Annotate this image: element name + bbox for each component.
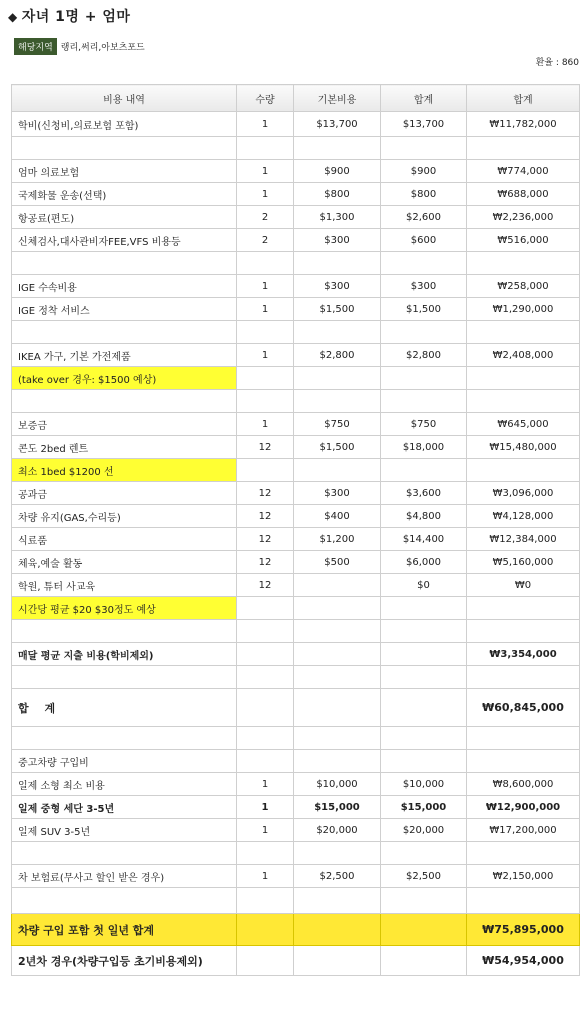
cell-quantity: 1 [237,275,294,298]
cell-quantity: 12 [237,574,294,597]
cell-quantity [237,914,294,946]
table-row [12,620,580,643]
cell-total-krw [467,252,580,275]
cell-base-cost: $1,500 [294,298,381,321]
table-row [12,946,580,976]
cell-description [12,620,237,643]
cell-base-cost: $500 [294,551,381,574]
cell-total-krw [467,367,580,390]
cell-total-krw: ₩258,000 [467,275,580,298]
cell-total-krw [467,727,580,750]
cell-quantity: 2 [237,229,294,252]
cell-quantity: 12 [237,551,294,574]
table-row [12,367,580,390]
cell-base-cost: $1,200 [294,528,381,551]
cell-base-cost: $400 [294,505,381,528]
cell-total-usd [381,750,467,773]
cell-quantity: 12 [237,528,294,551]
cell-base-cost: $1,300 [294,206,381,229]
cell-description: 학비(신청비,의료보험 포함) [12,112,237,137]
cell-quantity [237,946,294,976]
table-body [12,112,580,976]
table-row [12,160,580,183]
cell-description [12,390,237,413]
cell-base-cost: $300 [294,482,381,505]
cell-total-usd: $2,500 [381,865,467,888]
budget-table [11,84,580,976]
cell-quantity: 1 [237,112,294,137]
cell-quantity: 1 [237,298,294,321]
cell-description: 최소 1bed $1200 선 [12,459,237,482]
cell-total-usd: $3,600 [381,482,467,505]
cell-total-krw: ₩1,290,000 [467,298,580,321]
page-title-text: 자녀 1명 + 엄마 [21,9,131,25]
header-base-cost: 기본비용 [294,85,381,112]
cell-quantity [237,666,294,689]
cell-total-usd [381,643,467,666]
region-row [14,38,145,55]
cell-quantity: 1 [237,160,294,183]
cell-base-cost [294,914,381,946]
cell-total-krw: ₩54,954,000 [467,946,580,976]
cell-total-usd [381,946,467,976]
cell-base-cost [294,689,381,727]
table-row [12,112,580,137]
table-row [12,643,580,666]
table-row [12,137,580,160]
table-row [12,773,580,796]
table-row [12,229,580,252]
table-row [12,842,580,865]
cell-base-cost: $15,000 [294,796,381,819]
cell-description [12,727,237,750]
cell-description: 엄마 의료보험 [12,160,237,183]
cell-total-krw: ₩15,480,000 [467,436,580,459]
cell-description: 2년차 경우(차량구입등 초기비용제외) [12,946,237,976]
cell-total-usd [381,888,467,914]
cell-total-krw [467,620,580,643]
cell-total-krw [467,459,580,482]
cell-description: 국제화물 운송(선택) [12,183,237,206]
cell-total-usd [381,727,467,750]
header-total-usd: 합계 [381,85,467,112]
cell-base-cost [294,888,381,914]
cell-base-cost [294,842,381,865]
table-row [12,252,580,275]
cell-total-usd: $800 [381,183,467,206]
cell-base-cost: $300 [294,229,381,252]
cell-total-krw: ₩2,408,000 [467,344,580,367]
cell-total-usd: $14,400 [381,528,467,551]
table-row [12,689,580,727]
cell-total-usd: $2,600 [381,206,467,229]
table-row [12,865,580,888]
table-row [12,597,580,620]
cell-total-usd [381,597,467,620]
cell-description: 항공료(편도) [12,206,237,229]
cell-total-usd: $18,000 [381,436,467,459]
cell-base-cost [294,137,381,160]
table-row [12,321,580,344]
cell-total-krw [467,750,580,773]
cell-base-cost [294,252,381,275]
cell-description: 중고차량 구입비 [12,750,237,773]
region-name: 랭리,써리,아보츠포드 [60,43,145,53]
cell-quantity: 1 [237,773,294,796]
cell-total-krw: ₩688,000 [467,183,580,206]
cell-quantity [237,597,294,620]
cell-base-cost [294,727,381,750]
cell-total-krw: ₩774,000 [467,160,580,183]
cell-base-cost [294,321,381,344]
cell-total-krw [467,137,580,160]
cell-base-cost: $800 [294,183,381,206]
table-row [12,914,580,946]
table-row [12,275,580,298]
cell-total-krw: ₩17,200,000 [467,819,580,842]
cell-total-usd [381,666,467,689]
cell-total-usd: $2,800 [381,344,467,367]
cell-total-krw: ₩5,160,000 [467,551,580,574]
cell-base-cost: $750 [294,413,381,436]
cell-base-cost [294,750,381,773]
cell-total-usd: $750 [381,413,467,436]
cell-description: 일제 중형 세단 3-5년 [12,796,237,819]
cell-description: 신체검사,대사관비자FEE,VFS 비용등 [12,229,237,252]
cell-total-usd: $1,500 [381,298,467,321]
table-row [12,183,580,206]
cell-total-usd: $0 [381,574,467,597]
cell-total-krw: ₩2,236,000 [467,206,580,229]
table-row [12,888,580,914]
cell-description [12,321,237,344]
cell-description: 시간당 평균 $20 $30정도 예상 [12,597,237,620]
table-row [12,390,580,413]
cell-total-krw: ₩60,845,000 [467,689,580,727]
cell-total-usd: $10,000 [381,773,467,796]
cell-base-cost: $300 [294,275,381,298]
cell-description: 차량 유지(GAS,수리등) [12,505,237,528]
cell-total-krw: ₩12,900,000 [467,796,580,819]
cell-total-usd [381,137,467,160]
cell-total-krw: ₩2,150,000 [467,865,580,888]
cell-description: 콘도 2bed 렌트 [12,436,237,459]
table-row [12,750,580,773]
table-row [12,413,580,436]
cell-quantity [237,321,294,344]
table-row [12,727,580,750]
cell-quantity: 1 [237,413,294,436]
cell-quantity: 2 [237,206,294,229]
cell-base-cost [294,666,381,689]
cell-total-krw: ₩8,600,000 [467,773,580,796]
cell-total-krw: ₩12,384,000 [467,528,580,551]
table-row [12,459,580,482]
cell-base-cost: $13,700 [294,112,381,137]
cell-total-krw: ₩516,000 [467,229,580,252]
cell-base-cost: $20,000 [294,819,381,842]
cell-base-cost [294,367,381,390]
cell-total-krw [467,321,580,344]
header-description: 비용 내역 [12,85,237,112]
cell-base-cost [294,946,381,976]
cell-quantity [237,842,294,865]
cell-base-cost [294,643,381,666]
cell-base-cost [294,574,381,597]
cell-total-usd: $20,000 [381,819,467,842]
table-row [12,505,580,528]
table-row [12,551,580,574]
cell-total-usd [381,252,467,275]
cell-quantity: 12 [237,505,294,528]
cell-quantity: 12 [237,436,294,459]
cell-base-cost: $2,500 [294,865,381,888]
cell-total-usd: $300 [381,275,467,298]
cell-description: 차량 구입 포함 첫 일년 합계 [12,914,237,946]
cell-quantity: 1 [237,819,294,842]
cell-base-cost: $2,800 [294,344,381,367]
region-tag: 해당지역 [14,38,57,55]
cell-base-cost [294,390,381,413]
cell-total-krw: ₩3,354,000 [467,643,580,666]
cell-quantity [237,689,294,727]
table-row [12,796,580,819]
page-title [8,6,130,26]
cell-description: 학원, 튜터 사교육 [12,574,237,597]
cell-total-krw: ₩3,096,000 [467,482,580,505]
cell-description: 일제 SUV 3-5년 [12,819,237,842]
cell-total-usd: $4,800 [381,505,467,528]
cell-description: 보증금 [12,413,237,436]
table-row [12,528,580,551]
cell-description: 공과금 [12,482,237,505]
header-total-krw: 합계 [467,85,580,112]
cell-total-krw: ₩645,000 [467,413,580,436]
cell-description: 체육,예술 활동 [12,551,237,574]
header-quantity: 수량 [237,85,294,112]
table-row [12,819,580,842]
cell-total-usd: $900 [381,160,467,183]
cell-base-cost [294,597,381,620]
cell-total-usd: $600 [381,229,467,252]
cell-total-usd [381,321,467,344]
table-row [12,206,580,229]
cell-total-krw [467,888,580,914]
cell-base-cost [294,620,381,643]
cell-description: IGE 정착 서비스 [12,298,237,321]
cell-total-krw: ₩0 [467,574,580,597]
cell-quantity [237,459,294,482]
cell-description: IKEA 가구, 기본 가전제품 [12,344,237,367]
table-row [12,482,580,505]
cell-base-cost: $10,000 [294,773,381,796]
cell-total-krw: ₩4,128,000 [467,505,580,528]
cell-description [12,888,237,914]
cell-base-cost: $900 [294,160,381,183]
cell-description [12,842,237,865]
cell-description: 매달 평균 지출 비용(학비제외) [12,643,237,666]
cell-quantity [237,750,294,773]
cell-description: 일제 소형 최소 비용 [12,773,237,796]
cell-total-usd [381,689,467,727]
table-row [12,574,580,597]
cell-quantity: 12 [237,482,294,505]
cell-quantity: 1 [237,865,294,888]
cell-description: 합 계 [12,689,237,727]
cell-base-cost [294,459,381,482]
cell-total-usd [381,842,467,865]
cell-quantity [237,390,294,413]
diamond-icon: ◆ [8,10,18,24]
cell-quantity: 1 [237,796,294,819]
cell-quantity [237,137,294,160]
cell-quantity [237,620,294,643]
cell-description [12,252,237,275]
cell-quantity [237,643,294,666]
cell-total-krw: ₩75,895,000 [467,914,580,946]
cell-description [12,137,237,160]
cell-description: 식료품 [12,528,237,551]
exchange-rate: 환율 : 860 [535,58,579,68]
cell-total-usd [381,390,467,413]
table-row [12,298,580,321]
cell-quantity [237,367,294,390]
cell-description: 차 보험료(무사고 할인 받은 경우) [12,865,237,888]
cell-quantity: 1 [237,183,294,206]
cell-total-usd: $6,000 [381,551,467,574]
cell-total-krw [467,597,580,620]
cell-total-krw: ₩11,782,000 [467,112,580,137]
cell-quantity [237,888,294,914]
table-row [12,436,580,459]
cell-total-usd [381,914,467,946]
cell-quantity: 1 [237,344,294,367]
cell-total-usd: $13,700 [381,112,467,137]
cell-total-usd [381,459,467,482]
cell-total-usd [381,620,467,643]
cell-base-cost: $1,500 [294,436,381,459]
cell-total-usd [381,367,467,390]
cell-total-krw [467,666,580,689]
table-row [12,666,580,689]
cell-description [12,666,237,689]
table-row [12,344,580,367]
cell-total-usd: $15,000 [381,796,467,819]
cell-quantity [237,252,294,275]
cell-total-krw [467,390,580,413]
table-header-row [12,85,580,112]
cell-quantity [237,727,294,750]
cell-description: (take over 경우: $1500 예상) [12,367,237,390]
cell-description: IGE 수속비용 [12,275,237,298]
cell-total-krw [467,842,580,865]
